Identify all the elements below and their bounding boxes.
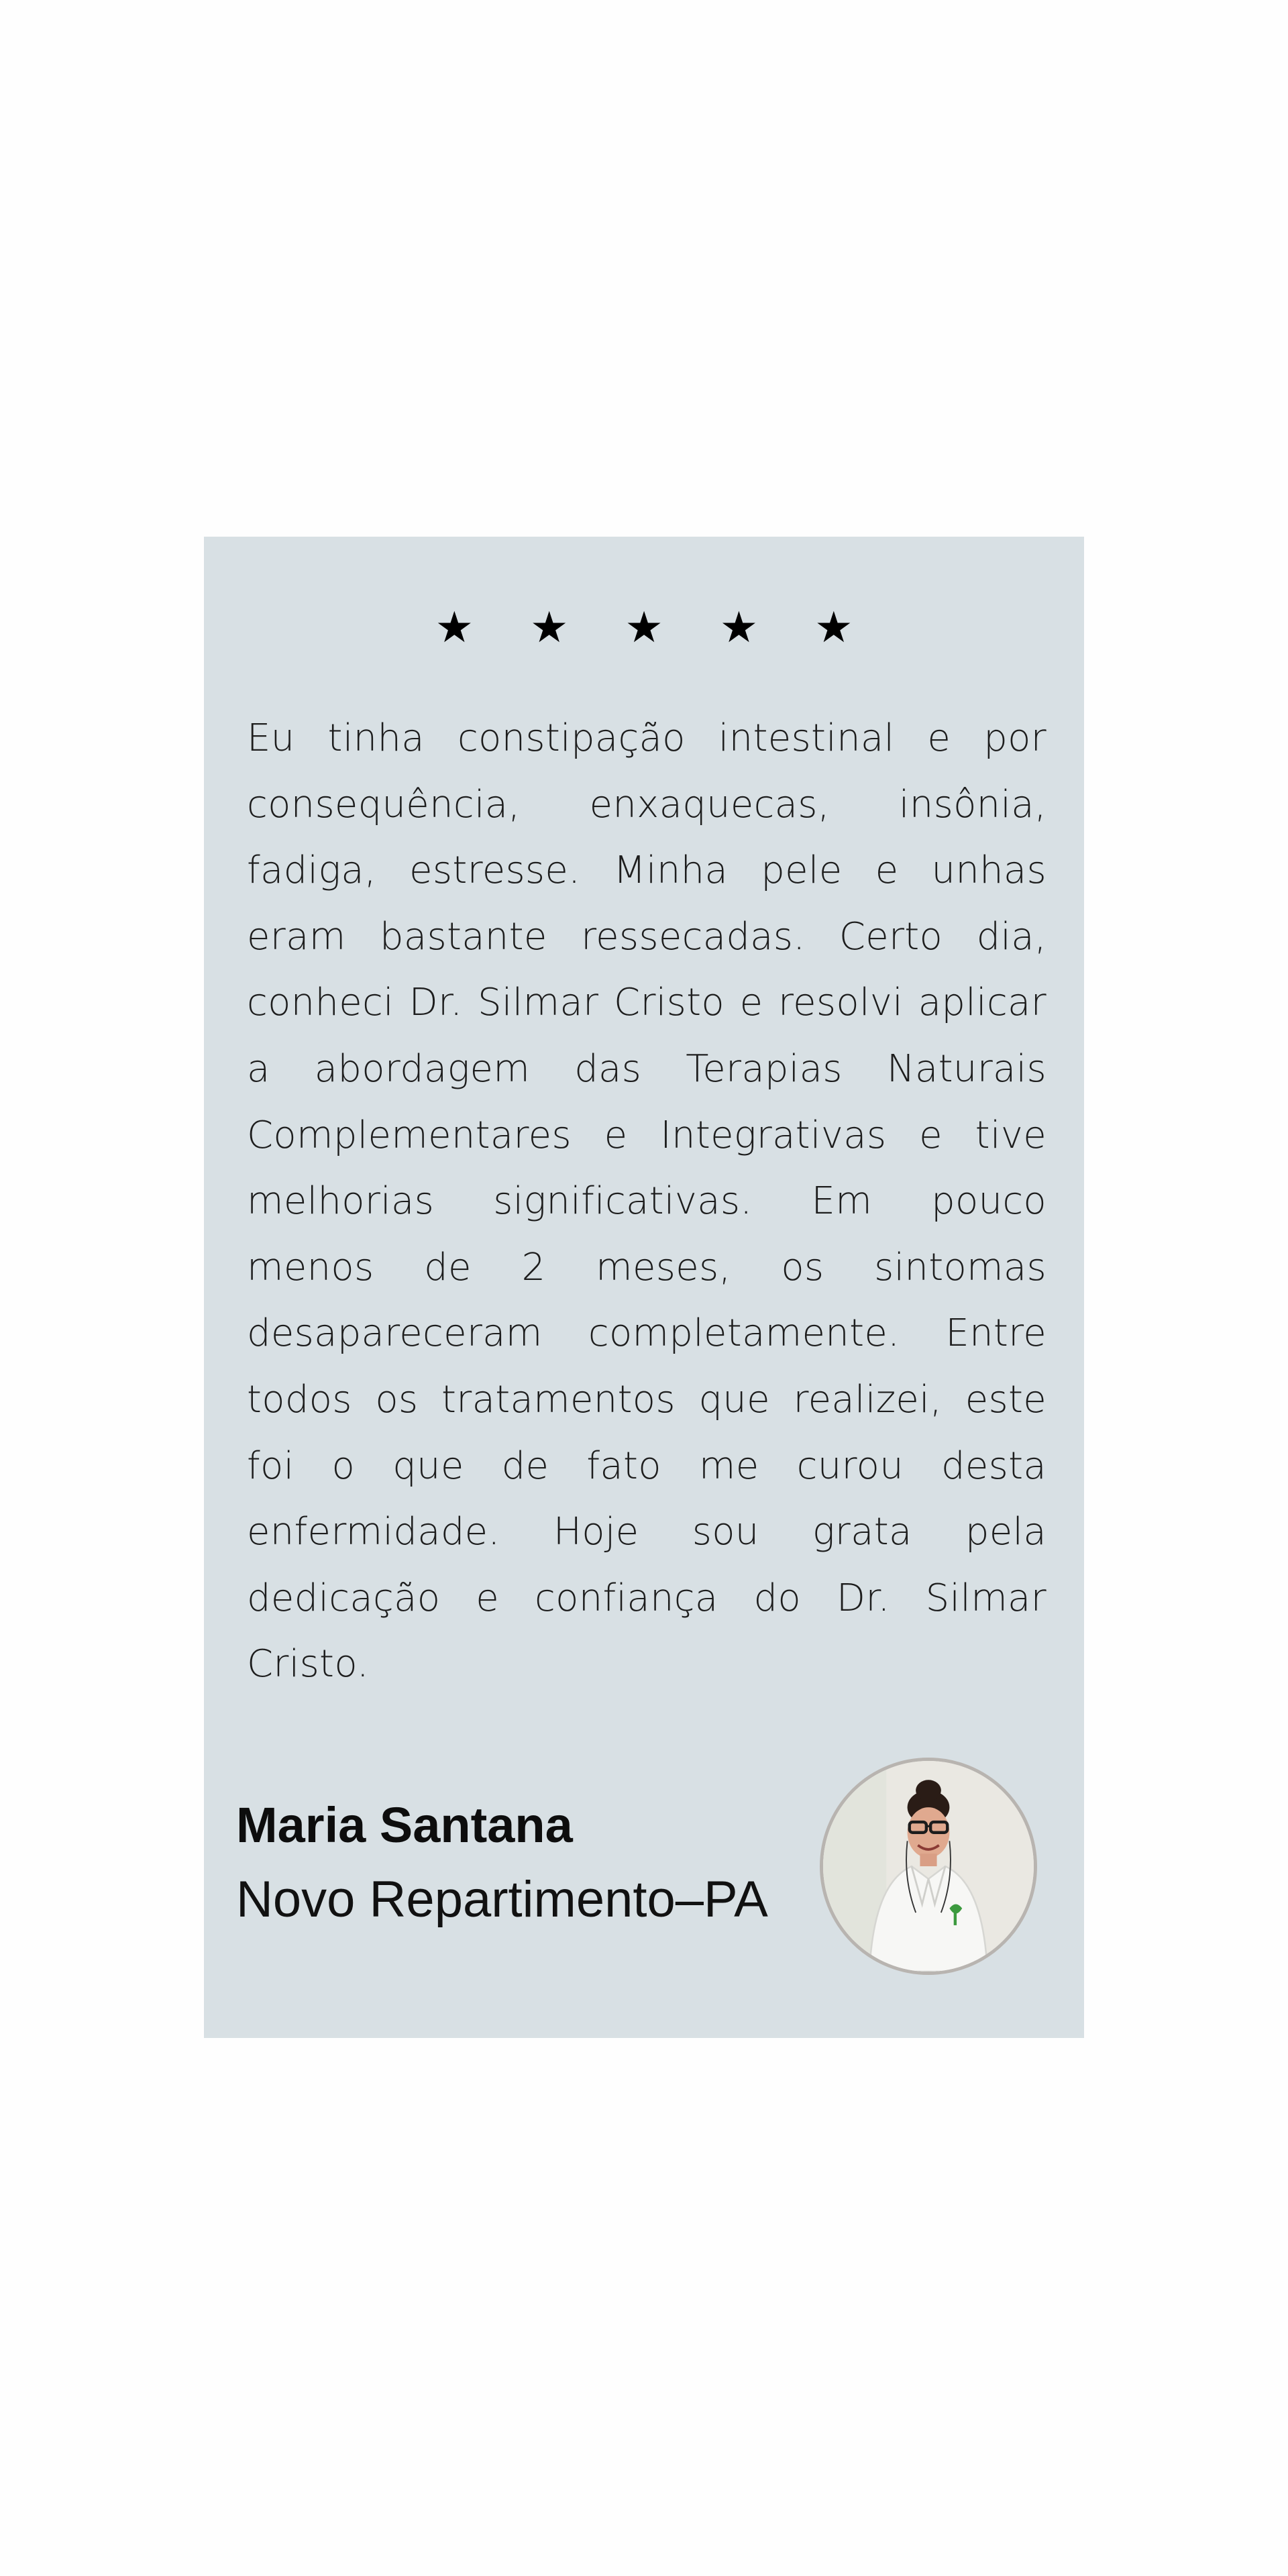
author-photo (823, 1761, 1034, 1972)
star-icon: ★ (625, 603, 663, 653)
star-icon: ★ (814, 603, 853, 653)
author-name: Maria Santana (236, 1797, 573, 1853)
star-icon: ★ (719, 603, 759, 653)
testimonial-card (204, 537, 1084, 2038)
author-avatar (820, 1758, 1037, 1975)
star-rating (204, 603, 1084, 653)
star-icon: ★ (435, 603, 474, 653)
testimonial-text: Eu tinha constipação intestinal e por consequência, enxaquecas, insônia, fadiga, estresse. Minha pele e unhas eram bastante ressecadas. Certo dia, conheci Dr. Silmar Cristo e resolvi aplicar a abordagem das Terapias Naturais Complementares e Integrativas e tive melhorias significativas. Em pouco menos de 2 meses, os sintomas desapareceram completamente. Entre todos os tratamentos que realizei, este foi o que de fato me curou desta enfermidade. Hoje sou grata pela dedicação e confiança do Dr. Silmar Cristo. (247, 716, 1046, 1686)
star-icon: ★ (529, 603, 569, 653)
author-location: Novo Repartimento–PA (236, 1871, 768, 1928)
